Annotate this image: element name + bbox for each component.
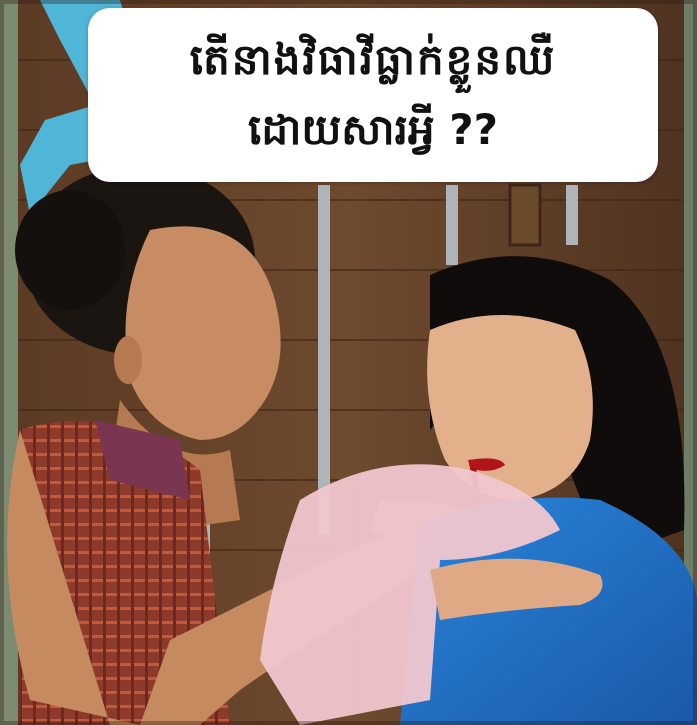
bed-ornament bbox=[510, 185, 540, 245]
caption-line-2: ដោយសារអ្វី ?? bbox=[248, 105, 498, 154]
caption-line-1: តើនាងវិធាវីធ្លាក់ខ្លួនឈឺ bbox=[189, 35, 557, 84]
older-woman-bun bbox=[15, 190, 125, 310]
older-woman-ear bbox=[114, 336, 142, 384]
caption-box bbox=[88, 8, 658, 182]
